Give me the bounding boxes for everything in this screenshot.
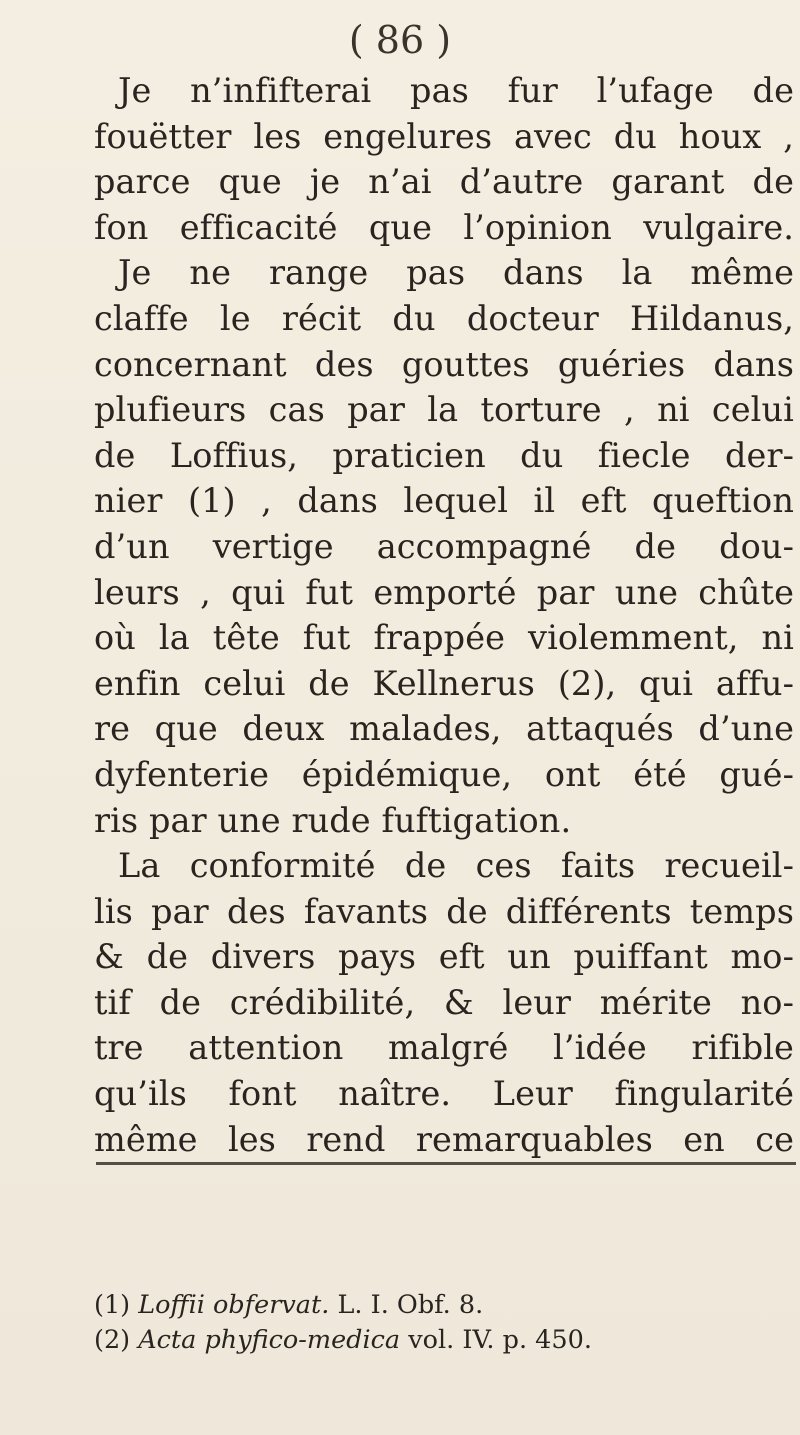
- text-line: plufieurs cas par la torture , ni celui: [94, 390, 794, 430]
- footnote-ref: L. I. Obf. 8.: [337, 1290, 484, 1320]
- text-line: leurs , qui fut emporté par une chûte: [94, 572, 794, 612]
- body-text: [94, 68, 794, 1162]
- text-line: qu’ils font naître. Leur fingularité: [94, 1074, 794, 1114]
- footnote-ref: vol. IV. p. 450.: [408, 1325, 592, 1355]
- text-line: concernant des gouttes guéries dans: [94, 344, 794, 384]
- text-line: nier (1) , dans lequel il eft queftion: [94, 481, 794, 521]
- text-line: ris par une rude fuftigation.: [94, 800, 572, 840]
- footnote-marker: (2): [94, 1325, 131, 1355]
- text-line: fouëtter les engelures avec du houx ,: [94, 116, 794, 156]
- text-line: de Loffius, praticien du fiecle der-: [94, 435, 794, 475]
- footnote: [94, 1288, 794, 1323]
- text-line: où la tête fut frappée violemment, ni: [94, 618, 794, 658]
- text-line: d’un vertige accompagné de dou-: [94, 526, 794, 566]
- text-line: La conformité de ces faits recueil-: [118, 846, 794, 886]
- text-line: lis par des favants de différents temps: [94, 891, 794, 931]
- text-line: claffe le récit du docteur Hildanus,: [94, 298, 794, 338]
- text-line: fon efficacité que l’opinion vulgaire.: [94, 207, 794, 247]
- footnote-source: Acta phyfico-medica: [138, 1325, 401, 1355]
- text-line: Je ne range pas dans la même: [118, 253, 794, 293]
- footnote: [94, 1323, 794, 1358]
- footnotes: [94, 1288, 794, 1358]
- text-line: même les rend remarquables en ce: [94, 1119, 794, 1159]
- text-line: dyfenterie épidémique, ont été gué-: [94, 754, 794, 794]
- text-line: re que deux malades, attaqués d’une: [94, 709, 794, 749]
- footnote-source: Loffii obfervat.: [138, 1290, 330, 1320]
- page-number: ( 86 ): [348, 18, 452, 62]
- text-line: Je n’infifterai pas fur l’ufage de: [118, 71, 794, 110]
- text-line: tif de crédibilité, & leur mérite no-: [94, 982, 794, 1022]
- text-line: parce que je n’ai d’autre garant de: [94, 162, 794, 202]
- footnote-marker: (1): [94, 1290, 131, 1320]
- footnote-rule: [96, 1162, 796, 1165]
- text-line: enfin celui de Kellnerus (2), qui affu-: [94, 663, 794, 703]
- text-line: & de divers pays eft un puiffant mo-: [94, 937, 794, 977]
- text-line: tre attention malgré l’idée rifible: [94, 1028, 794, 1068]
